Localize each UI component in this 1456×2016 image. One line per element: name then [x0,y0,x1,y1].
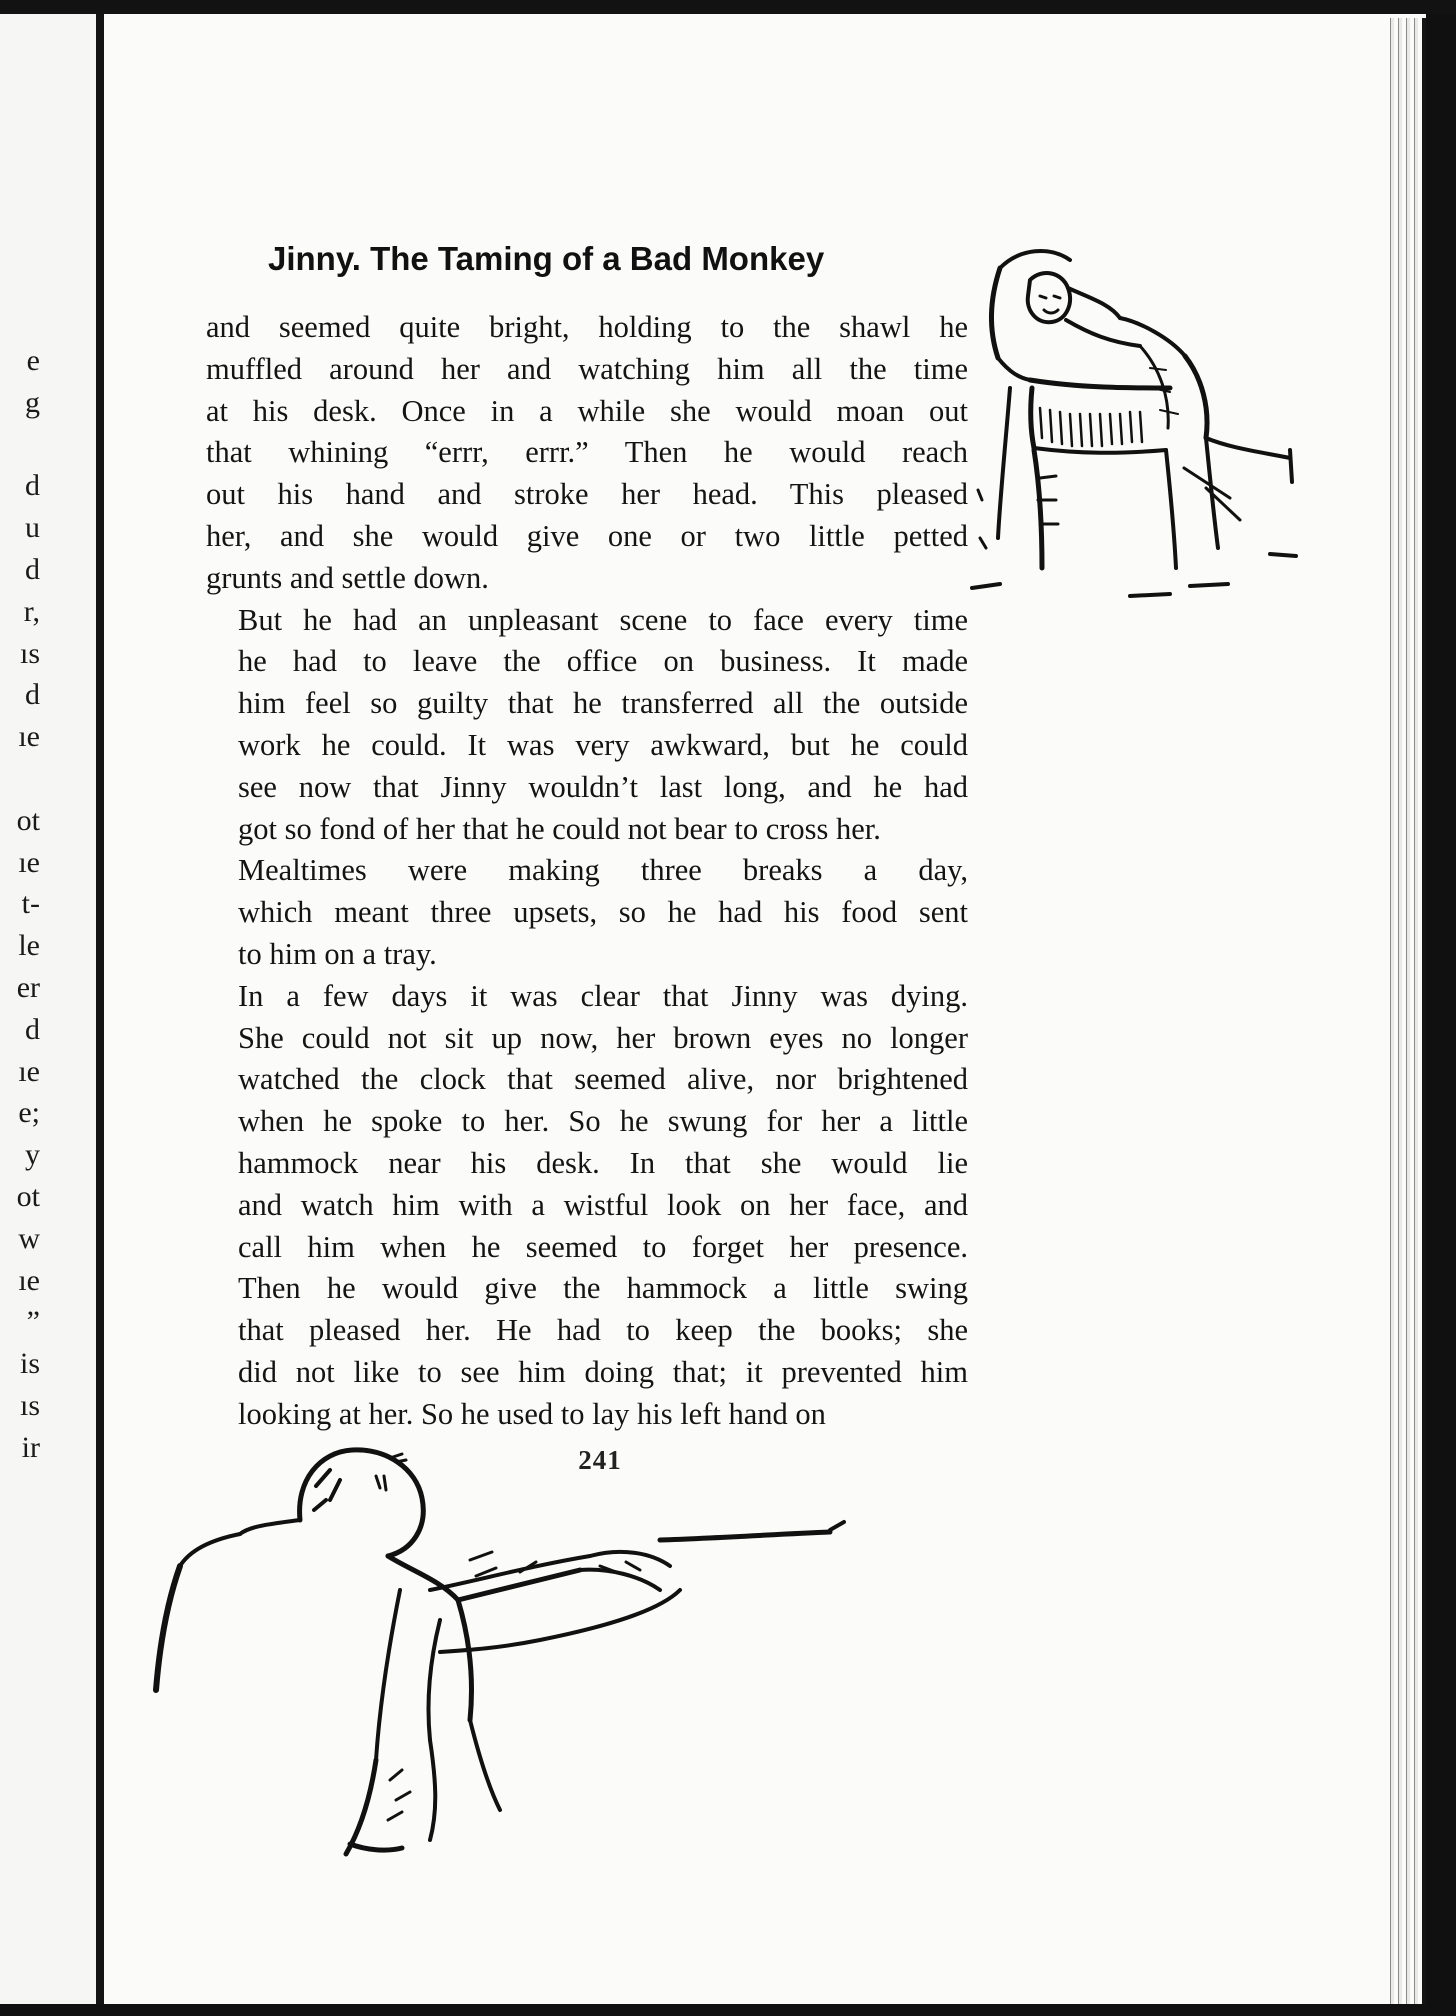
man-at-desk-illustration [140,1440,860,1870]
facing-page-fragment: ıe [18,1263,40,1297]
facing-page-fragment: w [18,1221,40,1255]
facing-page-fragment: ıe [18,720,40,754]
facing-page-fragment: g [25,385,40,419]
text-line: that pleased her. He had to keep the books; she [238,1313,968,1348]
facing-page-fragment: ” [26,1305,40,1339]
facing-page-fragment: ot [16,1179,40,1213]
text-line: at his desk. Once in a while she would moan out [206,393,968,428]
facing-page-fragment: y [25,1138,40,1172]
paragraph [206,600,968,851]
facing-page-fragment: ıe [18,845,40,879]
paragraph [206,976,968,1436]
text-line: watched the clock that seemed alive, nor brightened [238,1062,968,1097]
page-number: 241 [578,1445,622,1475]
text-line: when he spoke to her. So he swung for her a little [238,1104,968,1139]
text-line: looking at her. So he used to lay his left hand on [238,1396,826,1431]
text-line: that whining “errr, errr.” Then he would reach [206,435,968,470]
text-line: did not like to see him doing that; it prevented him [238,1354,968,1389]
facing-page-fragment: r, [23,594,40,628]
text-line: Then he would give the hammock a little swing [238,1271,968,1306]
text-line: But he had an unpleasant scene to face every time [238,602,968,637]
facing-page-fragment: ıs [19,1388,40,1422]
facing-page-fragment: er [16,970,40,1004]
facing-page-fragment: ir [21,1430,40,1464]
text-line: him feel so guilty that he transferred all the outside [238,686,968,721]
facing-page-fragment: ot [16,803,40,837]
text-line: out his hand and stroke her head. This pleased [206,477,968,512]
text-line: to him on a tray. [238,936,437,971]
body-text [206,307,968,1436]
facing-page-text-fragments [0,340,40,1469]
text-line: and seemed quite bright, holding to the shawl he [206,310,968,344]
facing-page-fragment [0,758,40,800]
text-line: muffled around her and watching him all the time [206,351,968,386]
facing-page-fragment: le [18,929,40,963]
text-line: In a few days it was clear that Jinny was dying. [238,978,968,1013]
text-line: work he could. It was very awkward, but he could [238,727,968,762]
text-line: Mealtimes were making three breaks a day, [238,853,968,888]
text-line: he had to leave the office on business. It made [238,644,968,679]
facing-page-fragment: e [26,344,40,377]
scan-border [0,0,1456,14]
text-line: her, and she would give one or two little petted [206,518,968,553]
facing-page-fragment: ıs [19,636,40,670]
running-head: Jinny. The Taming of a Bad Monkey [268,240,825,277]
facing-page-fragment: is [19,1347,40,1381]
facing-page-fragment: u [25,511,40,545]
page-edges [1386,18,1426,2004]
text-line: got so fond of her that he could not bear to cross her. [238,811,881,846]
text-line: grunts and settle down. [206,560,489,595]
facing-page-fragment: d [25,469,40,503]
text-line: see now that Jinny wouldn’t last long, and he had [238,769,968,804]
facing-page-fragment: d [25,552,40,586]
monkey-in-chair-illustration [970,238,1315,610]
facing-page-left [0,14,96,2004]
text-line: She could not sit up now, her brown eyes no longer [238,1020,968,1055]
facing-page-fragment: ıe [18,1054,40,1088]
text-line: hammock near his desk. In that she would lie [238,1145,968,1180]
facing-page-fragment [0,424,40,466]
facing-page-fragment: e; [18,1096,40,1130]
facing-page-fragment: d [25,1012,40,1046]
gutter-shadow [96,14,104,2004]
paragraph [206,307,968,600]
paragraph [206,850,968,975]
text-line: call him when he seemed to forget her presence. [238,1229,968,1264]
facing-page-fragment: t- [21,887,40,921]
text-line: which meant three upsets, so he had his food sent [238,895,968,930]
facing-page-fragment: d [25,678,40,712]
text-line: and watch him with a wistful look on her face, and [238,1187,968,1222]
